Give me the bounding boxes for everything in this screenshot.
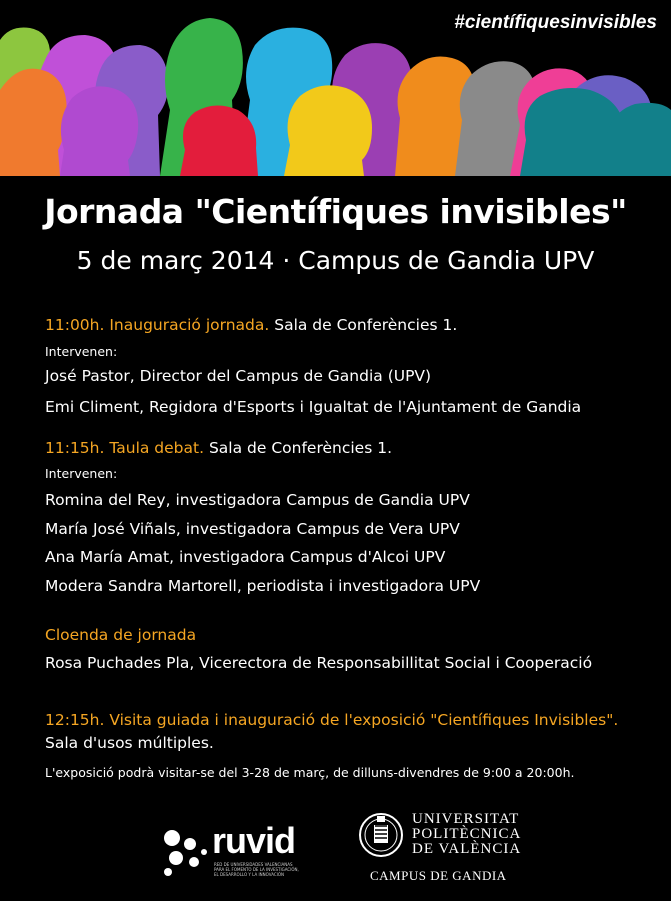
visit-place: Sala d'usos múltiples. — [45, 734, 214, 752]
ruvid-logo — [160, 822, 300, 882]
upv-name-line: UNIVERSITAT — [412, 811, 520, 827]
visit-heading: 12:15h. Visita guiada i inauguració de l'exposició "Científiques Invisibles". — [45, 711, 619, 729]
closing-speaker: Rosa Puchades Pla, Vicerectora de Responsabillitat Social i Cooperació — [45, 654, 593, 672]
upv-name-line: POLITÈCNICA — [412, 826, 522, 842]
session2-speaker: Romina del Rey, investigadora Campus de Gandia UPV — [45, 491, 470, 509]
ruvid-wordmark: ruvid — [212, 820, 296, 861]
session1-place: Sala de Conferències 1. — [269, 316, 458, 334]
upv-name — [412, 812, 521, 857]
upv-campus: CAMPUS DE GANDIA — [370, 868, 507, 883]
session1-heading — [45, 316, 457, 334]
session2-label: Intervenen: — [45, 466, 118, 481]
session1-speaker: José Pastor, Director del Campus de Gandia (UPV) — [45, 367, 432, 385]
visit-note: L'exposició podrà visitar-se del 3-28 de març, de dilluns-divendres de 9:00 a 20:00h. — [45, 765, 575, 780]
session2-time: 11:15h. Taula debat. — [45, 439, 205, 457]
upv-logo — [358, 808, 522, 888]
session2-speaker: María José Viñals, investigadora Campus de Vera UPV — [45, 520, 460, 538]
ruvid-dots-icon — [160, 826, 212, 878]
session2-speaker: Modera Sandra Martorell, periodista i investigadora UPV — [45, 577, 481, 595]
closing-heading: Cloenda de jornada — [45, 626, 197, 644]
page-title: Jornada "Científiques invisibles" — [44, 192, 627, 231]
session2-place: Sala de Conferències 1. — [204, 439, 392, 457]
session1-speaker: Emi Climent, Regidora d'Esports i Igualtat de l'Ajuntament de Gandia — [45, 398, 582, 416]
event-date-location: 5 de març 2014 · Campus de Gandia UPV — [76, 246, 595, 275]
upv-seal-icon — [358, 808, 404, 862]
session1-label: Intervenen: — [45, 344, 118, 359]
hashtag: #científiquesinvisibles — [454, 12, 657, 33]
session1-time: 11:00h. Inauguració jornada. — [45, 316, 270, 334]
session2-speaker: Ana María Amat, investigadora Campus d'Alcoi UPV — [45, 548, 446, 566]
upv-name-line: DE VALÈNCIA — [412, 841, 522, 857]
ruvid-tagline: RED DE UNIVERSIDADES VALENCIANAS PARA EL FOMENTO DE LA INVESTIGACIÓN, EL DESARROLLO Y LA INNOVACIÓN — [214, 862, 299, 877]
silhouettes-banner — [0, 0, 671, 176]
session2-heading — [45, 439, 392, 457]
